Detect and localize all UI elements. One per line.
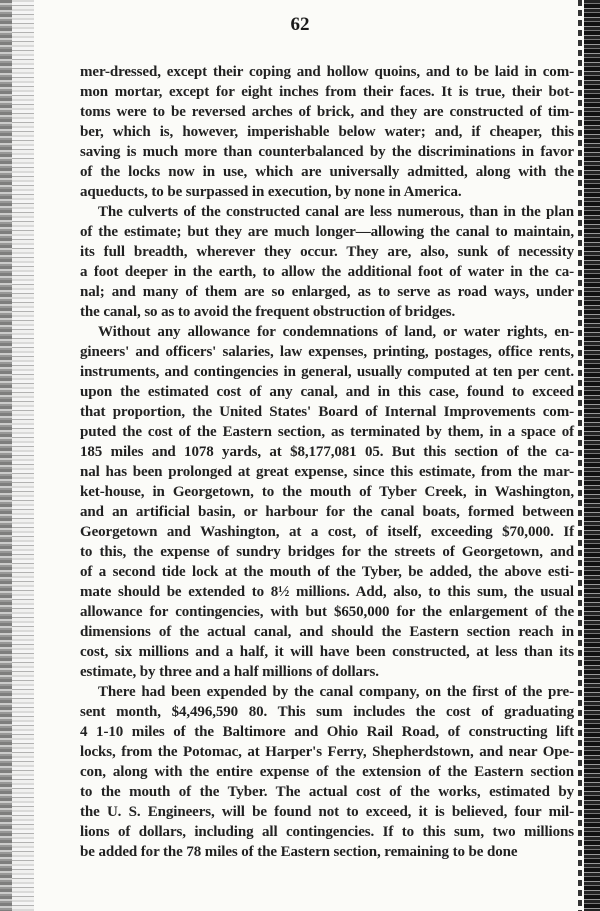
- text-line: saving is much more than counterbalanced by the discriminations in favor: [80, 144, 574, 160]
- text-line: mon mortar, except for eight inches from their faces. It is true, their bot-: [80, 84, 574, 100]
- text-line: its full breadth, wherever they occur. They are, also, sunk of necessity: [80, 244, 574, 260]
- text-line: of the estimate; but they are much longer—allowing the canal to maintain,: [80, 224, 574, 240]
- text-line: The culverts of the constructed canal are less numerous, than in the plan: [98, 204, 574, 220]
- text-line: allowance for contingencies, with but $650,000 for the enlargement of the: [80, 604, 574, 620]
- scan-binding-left-edge: [0, 0, 34, 911]
- text-line: of a second tide lock at the mouth of the Tyber, be added, the above esti-: [80, 564, 574, 580]
- text-line: to the mouth of the Tyber. The actual cost of the works, estimated by: [80, 784, 574, 800]
- text-line: Without any allowance for condemnations of land, or water rights, en-: [98, 324, 574, 340]
- text-line: con, along with the entire expense of the extension of the Eastern section: [80, 764, 574, 780]
- text-line: of the locks now in use, which are universally admitted, along with the: [80, 164, 574, 180]
- text-line: the U. S. Engineers, will be found not to exceed, it is believed, four mil-: [80, 804, 574, 820]
- text-line: toms were to be reversed arches of brick, and they are constructed of tim-: [80, 104, 574, 120]
- text-line: dimensions of the actual canal, and should the Eastern section reach in: [80, 624, 574, 640]
- text-line: aqueducts, to be surpassed in execution, by none in America.: [80, 184, 462, 200]
- text-line: estimate, by three and a half millions of dollars.: [80, 664, 379, 680]
- text-line: There had been expended by the canal company, on the first of the pre-: [98, 684, 574, 700]
- page-number: 62: [290, 14, 310, 35]
- text-line: and an artificial basin, or harbour for the canal boats, formed between: [80, 504, 574, 520]
- text-line: to this, the expense of sundry bridges for the streets of Georgetown, and: [80, 544, 574, 560]
- text-line: be added for the 78 miles of the Eastern section, remaining to be done: [80, 844, 518, 860]
- text-line: lions of dollars, including all contingencies. If to this sum, two millions: [80, 824, 574, 840]
- text-line: nal has been prolonged at great expense, since this estimate, from the mar-: [80, 464, 574, 480]
- text-line: locks, from the Potomac, at Harper's Ferry, Shepherdstown, and near Ope-: [80, 744, 574, 760]
- text-line: the canal, so as to avoid the frequent obstruction of bridges.: [80, 304, 456, 320]
- text-line: a foot deeper in the earth, to allow the additional foot of water in the ca-: [80, 264, 574, 280]
- text-line: Georgetown and Washington, at a cost, of itself, exceeding $70,000. If: [80, 524, 574, 540]
- text-line: mer-dressed, except their coping and hollow quoins, and to be laid in com-: [80, 64, 574, 80]
- scan-binding-right-edge: [584, 0, 600, 911]
- text-line: ket-house, in Georgetown, to the mouth of Tyber Creek, in Washington,: [80, 484, 574, 500]
- text-line: gineers' and officers' salaries, law expenses, printing, postages, office rents,: [80, 344, 574, 360]
- text-line: that proportion, the United States' Board of Internal Improvements com-: [80, 404, 574, 420]
- text-line: 185 miles and 1078 yards, at $8,177,081 05. But this section of the ca-: [80, 444, 574, 460]
- text-line: upon the estimated cost of any canal, and in this case, found to exceed: [80, 384, 574, 400]
- text-line: ber, which is, however, imperishable below water; and, if cheaper, this: [80, 124, 574, 140]
- text-line: instruments, and contingencies in general, usually computed at ten per cent.: [80, 364, 574, 380]
- text-line: nal; and many of them are so enlarged, as to serve as road ways, under: [80, 284, 574, 300]
- text-line: mate should be extended to 8½ millions. Add, also, to this sum, the usual: [80, 584, 574, 600]
- text-line: puted the cost of the Eastern section, as terminated by them, in a space of: [80, 424, 574, 440]
- text-line: 4 1-10 miles of the Baltimore and Ohio Rail Road, of constructing lift: [80, 724, 574, 740]
- text-line: sent month, $4,496,590 80. This sum includes the cost of graduating: [80, 704, 574, 720]
- text-line: cost, six millions and a half, it will have been constructed, at less than its: [80, 644, 574, 660]
